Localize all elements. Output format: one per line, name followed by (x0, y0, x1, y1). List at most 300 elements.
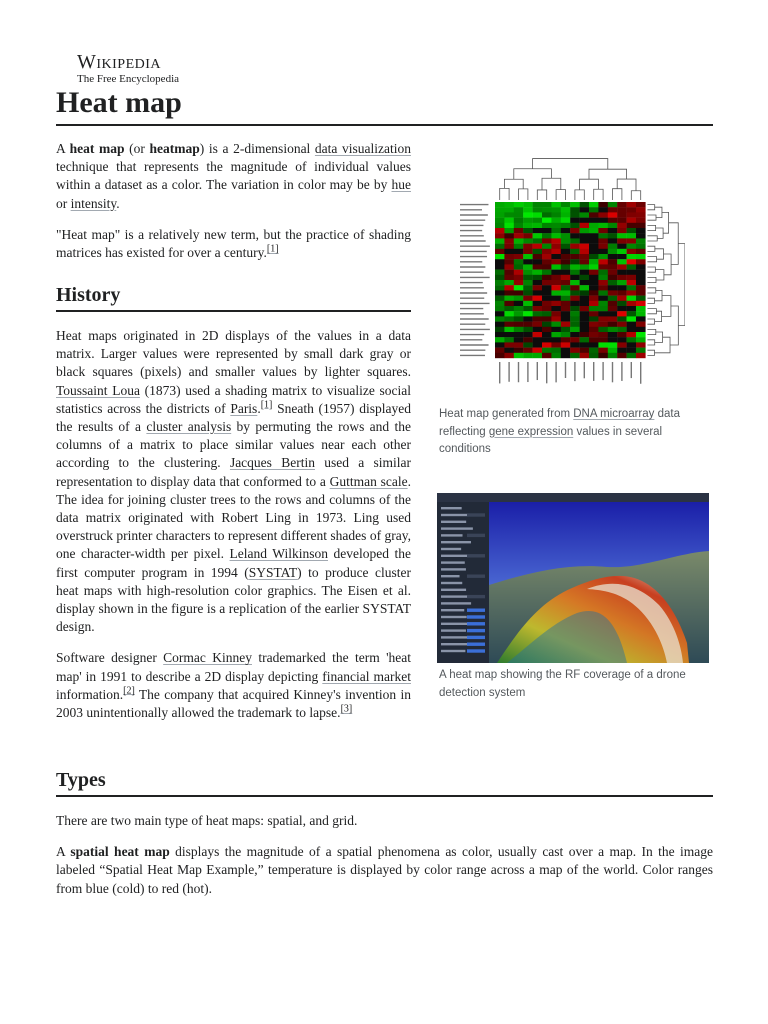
row-dendrogram (647, 205, 685, 356)
panel-control (467, 575, 485, 578)
heatmap-cell (589, 290, 599, 295)
heatmap-cell (551, 207, 561, 212)
intro-section (56, 140, 411, 262)
intro-paragraph-1: A heat map (or heatmap) is a 2-dimensional data visualization technique that represents the magnitude of individual values within a dataset as a color. The variation in color may be by hue or intensity. (56, 141, 412, 211)
heatmap-cell (504, 202, 514, 207)
link-data-visualization[interactable]: data visualization (314, 141, 412, 156)
heatmap-cell (514, 348, 524, 353)
heatmap-cell (636, 207, 646, 212)
heatmap-cell (608, 316, 618, 321)
panel-control (467, 649, 485, 652)
heatmap-cell (608, 275, 618, 280)
heatmap-cell (636, 218, 646, 223)
heatmap-cell (589, 285, 599, 290)
heatmap-cell (608, 290, 618, 295)
panel-label (441, 589, 466, 591)
link-intensity[interactable]: intensity (70, 195, 117, 211)
heatmap-cell (598, 254, 608, 259)
panel-control (467, 513, 485, 516)
heatmap-cell (608, 259, 618, 264)
heatmap-cell (636, 280, 646, 285)
heatmap-cell (617, 316, 627, 321)
panel-control (467, 554, 485, 557)
heatmap-cell (627, 244, 637, 249)
dendrogram-branch (594, 189, 603, 200)
heatmap-cell (580, 322, 590, 327)
heatmap-cell (542, 264, 552, 269)
heatmap-cell (533, 228, 543, 233)
heatmap-cell (533, 259, 543, 264)
heatmap-cell (627, 296, 637, 301)
link-jacques-bertin[interactable]: Jacques Bertin (229, 455, 315, 471)
heatmap-cell (504, 280, 514, 285)
heatmap-cell (495, 238, 505, 243)
heatmap-cell (608, 264, 618, 269)
heatmap-cell (570, 306, 580, 311)
heatmap-cell (542, 280, 552, 285)
heatmap-cell (580, 316, 590, 321)
heatmap-cell (504, 301, 514, 306)
heatmap-cell (617, 212, 627, 217)
heatmap-cell (551, 244, 561, 249)
heatmap-cell (533, 353, 543, 358)
heatmap-cell (504, 348, 514, 353)
heatmap-cell (533, 337, 543, 342)
link-toussaint-loua[interactable]: Toussaint Loua (56, 382, 140, 398)
heatmap-cell (542, 223, 552, 228)
heatmap-cell (504, 228, 514, 233)
heatmap-cell (551, 249, 561, 254)
heatmap-cell (580, 290, 590, 295)
heatmap-cell (551, 332, 561, 337)
heatmap-cell (617, 238, 627, 243)
heatmap-cell (542, 212, 552, 217)
heatmap-cell (636, 311, 646, 316)
dendrogram-branch (647, 277, 656, 282)
heatmap-cell (561, 202, 571, 207)
heatmap-cell (551, 342, 561, 347)
heatmap-cell (561, 285, 571, 290)
heatmap-cell (551, 254, 561, 259)
heatmap-cell (608, 301, 618, 306)
heatmap-cell (523, 296, 533, 301)
heatmap-cell (514, 327, 524, 332)
link-hue[interactable]: hue (391, 177, 411, 193)
heatmap-cell (504, 306, 514, 311)
heatmap-cell (561, 207, 571, 212)
heatmap-cell (627, 342, 637, 347)
heatmap-cell (551, 348, 561, 353)
page-title: Heat map (56, 84, 713, 126)
heatmap-cell (542, 316, 552, 321)
heatmap-cell (542, 249, 552, 254)
heatmap-cell (504, 332, 514, 337)
panel-label (441, 548, 461, 550)
heatmap-cell (627, 306, 637, 311)
heatmap-cell (495, 228, 505, 233)
heatmap-cell (533, 348, 543, 353)
heatmap-cell (570, 244, 580, 249)
heatmap-cell (598, 218, 608, 223)
heatmap-cell (533, 238, 543, 243)
heatmap-cell (627, 290, 637, 295)
heatmap-cell (542, 311, 552, 316)
heatmap-cell (627, 316, 637, 321)
heatmap-cell (542, 342, 552, 347)
heatmap-cell (636, 249, 646, 254)
heatmap-cell (561, 218, 571, 223)
heatmap-cell (542, 306, 552, 311)
panel-label (441, 602, 471, 604)
heatmap-cell (627, 259, 637, 264)
citation-1[interactable]: [1] (266, 243, 279, 255)
heatmap-cell (533, 270, 543, 275)
heatmap-cell (542, 270, 552, 275)
heatmap-cell (523, 270, 533, 275)
heatmap-cell (542, 228, 552, 233)
term-heat-map: heat map (69, 141, 125, 156)
dendrogram-branch (647, 309, 656, 314)
heatmap-cell (636, 264, 646, 269)
heatmap-cell (523, 342, 533, 347)
heatmap-cell (617, 233, 627, 238)
heatmap-cell (542, 348, 552, 353)
heatmap-cell (570, 353, 580, 358)
heatmap-cell (504, 353, 514, 358)
heatmap-cell (523, 353, 533, 358)
heatmap-cell (533, 223, 543, 228)
heatmap-cell (514, 290, 524, 295)
heatmap-cell (636, 322, 646, 327)
heatmap-cell (514, 233, 524, 238)
link-systat[interactable]: SYSTAT (248, 564, 298, 580)
heatmap-cell (608, 306, 618, 311)
heatmap-cell (570, 301, 580, 306)
heatmap-cell (589, 353, 599, 358)
heatmap-cell (627, 348, 637, 353)
term-spatial-heat-map: spatial heat map (70, 844, 170, 860)
heatmap-cell (598, 311, 608, 316)
heatmap-cell (589, 264, 599, 269)
heatmap-cell (598, 275, 608, 280)
panel-label (441, 568, 466, 570)
heatmap-cell (504, 218, 514, 223)
heatmap-cell (495, 270, 505, 275)
dendrogram-branch (542, 178, 561, 190)
heatmap-cell (589, 275, 599, 280)
heatmap-cell (580, 259, 590, 264)
heatmap-cell (608, 244, 618, 249)
heatmap-cell (542, 353, 552, 358)
heatmap-cell (533, 316, 543, 321)
history-heading: History (56, 281, 411, 312)
link-gene-expression[interactable]: gene expression (488, 425, 574, 438)
heatmap-cell (504, 290, 514, 295)
heatmap-cell (542, 322, 552, 327)
dendrogram-branch (647, 298, 654, 303)
heatmap-cell (636, 290, 646, 295)
figure-dna-heatmap[interactable] (455, 147, 685, 387)
heatmap-cell (617, 259, 627, 264)
heatmap-cell (551, 238, 561, 243)
heatmap-cell (580, 348, 590, 353)
heatmap-cell (598, 212, 608, 217)
heatmap-cell (504, 259, 514, 264)
link-dna-microarray[interactable]: DNA microarray (573, 408, 655, 420)
heatmap-cell (514, 218, 524, 223)
heatmap-cell (608, 311, 618, 316)
heatmap-cell (495, 285, 505, 290)
heatmap-cell (523, 202, 533, 207)
heatmap-cell (495, 223, 505, 228)
link-leland-wilkinson[interactable]: Leland Wilkinson (229, 546, 328, 562)
heatmap-cell (523, 238, 533, 243)
heatmap-cell (570, 290, 580, 295)
dendrogram-branch (647, 205, 654, 210)
citation-1[interactable]: [1] (260, 399, 273, 411)
heatmap-cell (570, 332, 580, 337)
heatmap-cell (627, 270, 637, 275)
heatmap-cell (523, 327, 533, 332)
heatmap-cell (542, 218, 552, 223)
heatmap-cell (598, 223, 608, 228)
heatmap-cell (570, 264, 580, 269)
heatmap-cell (504, 342, 514, 347)
heatmap-cell (617, 270, 627, 275)
heatmap-cell (617, 301, 627, 306)
heatmap-cell (589, 332, 599, 337)
heatmap-cell (617, 207, 627, 212)
heatmap-cell (495, 337, 505, 342)
panel-label (441, 595, 469, 597)
heatmap-cell (580, 254, 590, 259)
heatmap-cell (580, 353, 590, 358)
heatmap-cell (523, 311, 533, 316)
heatmap-cell (542, 202, 552, 207)
heatmap-cell (617, 296, 627, 301)
heatmap-cell (523, 233, 533, 238)
dendrogram-branch (647, 267, 655, 272)
heatmap-cell (514, 316, 524, 321)
figure-rf-coverage[interactable] (437, 493, 709, 663)
heatmap-cell (627, 238, 637, 243)
heatmap-cell (495, 244, 505, 249)
heatmap-cell (561, 342, 571, 347)
heatmap-cell (617, 337, 627, 342)
heatmap-cell (627, 301, 637, 306)
dendrogram-branch (647, 288, 655, 293)
heatmap-cell (551, 233, 561, 238)
panel-control (467, 622, 485, 625)
heatmap-cell (523, 337, 533, 342)
heatmap-cell (514, 238, 524, 243)
history-paragraph-1: Heat maps originated in 2D displays of the values in a data matrix. Larger values were represented by small dark gray or black squares (pixels) and smaller values by lighter squares. Toussaint Loua (1873) used a shading matrix to visualize social statistics across the districts of Paris.[1] Sneath (1957) displayed the results of a cluster analysis by permuting the rows and the columns of a matrix to place similar values near each other according to the clustering. Jacques Bertin used a similar representation to display data that conformed to a Guttman scale. The idea for joining cluster trees to the rows and columns of the data matrix originated with Robert Ling in 1973. Ling used overstruck printer characters to represent different shades of gray, one character-width per pixel. Leland Wilkinson developed the first computer program in 1994 (SYSTAT) to produce cluster heat maps with high-resolution color graphics. The Eisen et al. display shown in the figure is a replication of the earlier SYSTAT design. (56, 328, 412, 635)
types-paragraph-2: A spatial heat map displays the magnitude of a spatial phenomena as color, usually cast over a map. In the image labeled “Spatial Heat Map Example,” temperature is displayed by color range across a map of the world. Color ranges from blue (cold) to red (hot). (56, 844, 713, 896)
heatmap-cell (570, 327, 580, 332)
heatmap-cell (636, 212, 646, 217)
heatmap-cell (514, 285, 524, 290)
heatmap-cell (495, 342, 505, 347)
heatmap-cell (598, 202, 608, 207)
heatmap-cell (533, 327, 543, 332)
heatmap-cell (542, 290, 552, 295)
heatmap-cell (608, 249, 618, 254)
link-paris[interactable]: Paris (230, 400, 258, 416)
heatmap-cell (523, 249, 533, 254)
heatmap-cell (570, 275, 580, 280)
heatmap-cell (523, 348, 533, 353)
heatmap-cell (570, 270, 580, 275)
logo-tagline: The Free Encyclopedia (77, 73, 180, 85)
heatmap-cell (580, 244, 590, 249)
heatmap-cell (580, 223, 590, 228)
history-section (56, 281, 411, 722)
citation-3[interactable]: [3] (340, 703, 353, 715)
heatmap-cell (636, 316, 646, 321)
heatmap-cell (627, 322, 637, 327)
types-paragraph-1: There are two main type of heat maps: spatial, and grid. (56, 813, 358, 828)
heatmap-cell (533, 311, 543, 316)
heatmap-cell (608, 332, 618, 337)
heatmap-cell (580, 306, 590, 311)
heatmap-cell (514, 228, 524, 233)
heatmap-cell (533, 332, 543, 337)
heatmap-cell (504, 270, 514, 275)
heatmap-cell (617, 290, 627, 295)
heatmap-cell (514, 280, 524, 285)
heatmap-cell (617, 218, 627, 223)
heatmap-cell (589, 212, 599, 217)
heatmap-cell (570, 223, 580, 228)
heatmap-cell (617, 280, 627, 285)
heatmap-cell (617, 264, 627, 269)
heatmap-cell (551, 270, 561, 275)
heatmap-cell (533, 301, 543, 306)
heatmap-cell (514, 259, 524, 264)
heatmap-cell (542, 254, 552, 259)
heatmap-cell (551, 322, 561, 327)
link-cormac-kinney[interactable]: Cormac Kinney (163, 650, 252, 666)
heatmap-cell (589, 238, 599, 243)
rf-coverage-image (437, 493, 709, 663)
heatmap-cell (608, 322, 618, 327)
dendrogram-branch (580, 179, 599, 190)
heatmap-cell (598, 316, 608, 321)
heatmap-cell (636, 306, 646, 311)
dendrogram-branch (514, 169, 552, 180)
wikipedia-logo[interactable] (77, 52, 179, 86)
heatmap-cell (617, 332, 627, 337)
heatmap-cell (598, 238, 608, 243)
heatmap-cell (617, 228, 627, 233)
heatmap-cell (617, 275, 627, 280)
dendrogram-branch (656, 228, 663, 238)
heatmap-cell (504, 322, 514, 327)
heatmap-cell (636, 244, 646, 249)
heatmap-cell (551, 280, 561, 285)
heatmap-cell (608, 202, 618, 207)
heatmap-cell (561, 280, 571, 285)
heatmap-cell (542, 233, 552, 238)
panel-label (441, 643, 468, 645)
figure-2-caption: A heat map showing the RF coverage of a drone detection system (439, 669, 686, 699)
heatmap-cell (636, 348, 646, 353)
heatmap-cell (617, 244, 627, 249)
heatmap-cell (580, 280, 590, 285)
heatmap-cell (598, 233, 608, 238)
types-section (56, 766, 713, 898)
heatmap-cell (495, 259, 505, 264)
heatmap-cell (617, 311, 627, 316)
dendrogram-branch (519, 189, 528, 200)
heatmap-cell (589, 337, 599, 342)
heatmap-cell (570, 316, 580, 321)
heatmap-cell (561, 337, 571, 342)
heatmap-cell (514, 322, 524, 327)
heatmap-cell (551, 301, 561, 306)
heatmap-cell (561, 290, 571, 295)
heatmap-cell (636, 202, 646, 207)
heatmap-cell (617, 353, 627, 358)
heatmap-cell (598, 306, 608, 311)
link-financial-market[interactable]: financial market (322, 668, 411, 684)
heatmap-cell (542, 296, 552, 301)
heatmap-cell (570, 228, 580, 233)
heatmap-cell (608, 296, 618, 301)
heatmap-cell (551, 316, 561, 321)
heatmap-cell (598, 290, 608, 295)
heatmap-cell (551, 212, 561, 217)
heatmap-cell (523, 212, 533, 217)
heatmap-cell (636, 228, 646, 233)
heatmap-cell (580, 233, 590, 238)
link-cluster-analysis[interactable]: cluster analysis (146, 419, 232, 435)
heatmap-cell (542, 327, 552, 332)
dendrogram-branch (533, 159, 608, 170)
panel-label (441, 534, 463, 536)
heatmap-cell (598, 296, 608, 301)
heatmap-cell (523, 218, 533, 223)
heatmap-cell (608, 218, 618, 223)
heatmap-cell (570, 311, 580, 316)
heatmap-cell (523, 223, 533, 228)
heatmap-cell (580, 275, 590, 280)
heatmap-cell (533, 280, 543, 285)
dendrogram-branch (537, 190, 546, 200)
heatmap-cell (608, 233, 618, 238)
heatmap-cell (589, 306, 599, 311)
heatmap-cell (627, 264, 637, 269)
link-guttman-scale[interactable]: Guttman scale (329, 473, 408, 489)
panel-control (467, 615, 485, 618)
heatmap-cell (636, 337, 646, 342)
heatmap-cell (580, 327, 590, 332)
panel-label (441, 616, 467, 618)
history-paragraph-2: Software designer Cormac Kinney trademarked the term 'heat map' in 1991 to describe a 2D display depicting financial market information.[2] The company that acquired Kinney's invention in 2003 unintentionally allowed the trademark to lapse.[3] (56, 650, 412, 721)
heatmap-cell (542, 332, 552, 337)
heatmap-cell (561, 270, 571, 275)
heatmap-cell (542, 337, 552, 342)
column-dendrogram (500, 159, 641, 200)
heatmap-cell (598, 332, 608, 337)
citation-2[interactable]: [2] (123, 685, 135, 697)
heatmap-cell (504, 212, 514, 217)
heatmap-cell (627, 280, 637, 285)
heatmap-cell (598, 244, 608, 249)
heatmap-cell (514, 207, 524, 212)
heatmap-cell (570, 342, 580, 347)
heatmap-cell (551, 337, 561, 342)
